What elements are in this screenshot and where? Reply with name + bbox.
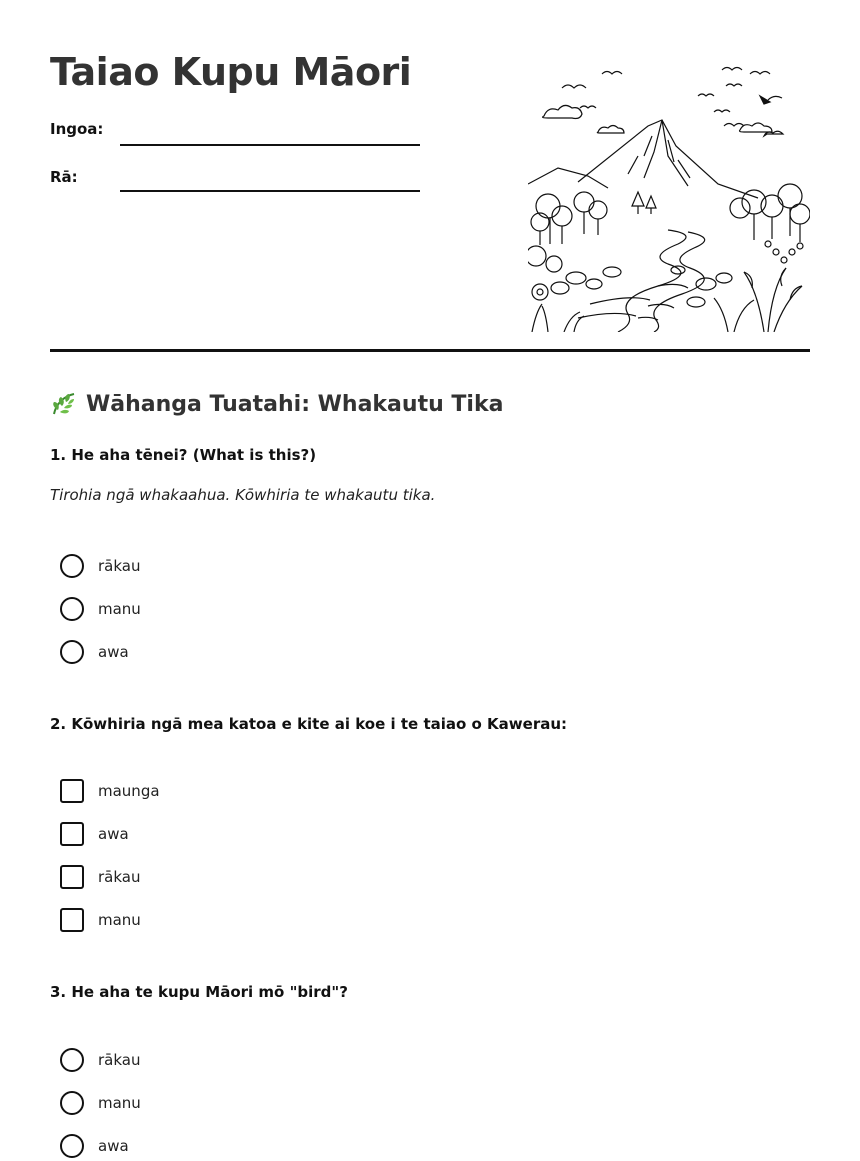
q1-option-3[interactable]	[60, 640, 129, 664]
option-label: manu	[98, 600, 141, 618]
river-icon	[578, 230, 705, 332]
section-title-text: Wāhanga Tuatahi: Whakautu Tika	[86, 391, 504, 417]
checkbox[interactable]	[60, 822, 84, 846]
q3-option-2[interactable]	[60, 1091, 141, 1115]
option-label: awa	[98, 1137, 129, 1155]
option-label: rākau	[98, 1051, 141, 1069]
plants-icon	[532, 241, 803, 332]
header-divider	[50, 349, 810, 352]
option-label: rākau	[98, 868, 141, 886]
checkbox[interactable]	[60, 779, 84, 803]
date-label: Rā:	[50, 168, 78, 186]
question-1-prompt: 1. He aha tēnei? (What is this?)	[50, 446, 317, 464]
q3-option-1[interactable]	[60, 1048, 140, 1072]
radio-button[interactable]	[60, 1134, 84, 1158]
landscape-illustration	[528, 56, 810, 332]
question-1-instruction: Tirohia ngā whakaahua. Kōwhiria te whakautu tika.	[50, 486, 436, 504]
q3-option-3[interactable]	[60, 1134, 129, 1158]
section-title	[50, 390, 503, 418]
q1-option-1[interactable]	[60, 554, 140, 578]
checkbox[interactable]	[60, 908, 84, 932]
question-3-prompt: 3. He aha te kupu Māori mō "bird"?	[50, 983, 348, 1001]
q2-option-2[interactable]	[60, 822, 129, 846]
radio-button[interactable]	[60, 1091, 84, 1115]
name-write-line[interactable]	[120, 144, 420, 146]
radio-button[interactable]	[60, 640, 84, 664]
q2-option-3[interactable]	[60, 865, 140, 889]
option-label: manu	[98, 911, 141, 929]
birds-icon	[562, 68, 782, 127]
leaf-icon	[50, 390, 78, 418]
option-label: awa	[98, 825, 129, 843]
option-label: manu	[98, 1094, 141, 1112]
rocks-icon	[551, 266, 732, 307]
page-title: Taiao Kupu Māori	[50, 50, 412, 94]
trees-icon	[528, 184, 810, 272]
name-field	[50, 120, 103, 138]
q2-option-1[interactable]	[60, 779, 160, 803]
name-label: Ingoa:	[50, 120, 104, 138]
option-label: awa	[98, 643, 129, 661]
date-field	[50, 168, 78, 186]
option-label: rākau	[98, 557, 141, 575]
radio-button[interactable]	[60, 597, 84, 621]
option-label: maunga	[98, 782, 160, 800]
date-write-line[interactable]	[120, 190, 420, 192]
checkbox[interactable]	[60, 865, 84, 889]
question-2-prompt: 2. Kōwhiria ngā mea katoa e kite ai koe i te taiao o Kawerau:	[50, 715, 568, 733]
radio-button[interactable]	[60, 554, 84, 578]
radio-button[interactable]	[60, 1048, 84, 1072]
q2-option-4[interactable]	[60, 908, 141, 932]
q1-option-2[interactable]	[60, 597, 141, 621]
mountain-icon	[528, 120, 758, 198]
